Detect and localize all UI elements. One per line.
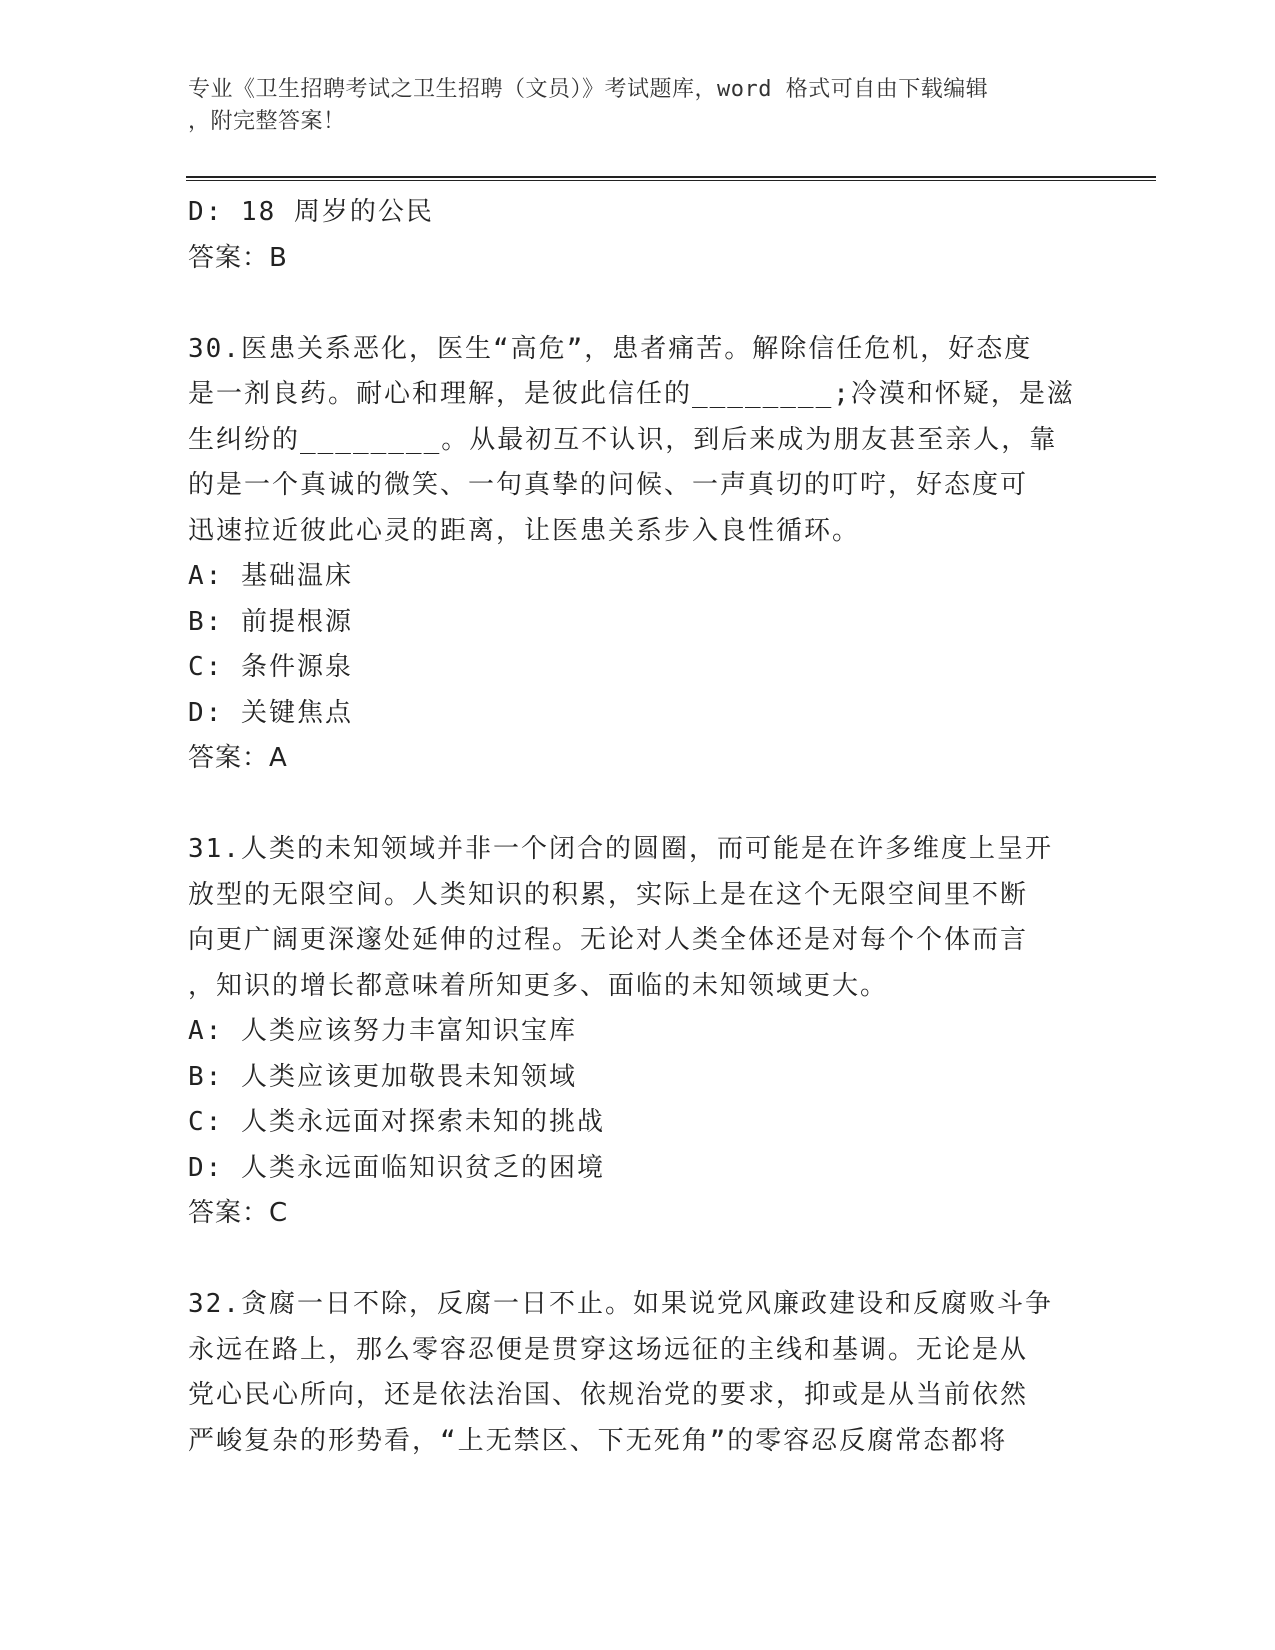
header-divider	[186, 176, 1156, 181]
question-30	[188, 327, 1088, 782]
spacer	[188, 782, 1088, 828]
q31-answer: 答案：C	[188, 1198, 289, 1228]
question-31	[188, 827, 1088, 1237]
header-line-1: 专业《卫生招聘考试之卫生招聘（文员）》考试题库，word 格式可自由下载编辑	[188, 77, 989, 102]
q32-stem-line: 党心民心所向，还是依法治国、依规治党的要求，抑或是从当前依然	[188, 1380, 1029, 1410]
q29-answer: 答案：B	[188, 242, 288, 273]
spacer	[188, 281, 1088, 327]
q30-stem-line: 生纠纷的________。从最初互不认识，到后来成为朋友甚至亲人，靠	[188, 424, 1058, 455]
q30-stem-line: 迅速拉近彼此心灵的距离，让医患关系步入良性循环。	[188, 515, 861, 546]
q32-stem-line: 32.贪腐一日不除，反腐一日不止。如果说党风廉政建设和反腐败斗争	[188, 1289, 1053, 1319]
q30-option-a: A: 基础温床	[188, 561, 353, 591]
q29-option-d: D: 18 周岁的公民	[188, 197, 434, 227]
spacer	[188, 1237, 1088, 1283]
q31-option-d: D: 人类永远面临知识贫乏的困境	[188, 1152, 605, 1183]
page-header	[188, 74, 1068, 138]
q30-stem-line: 是一剂良药。耐心和理解，是彼此信任的________;冷漠和怀疑，是滋	[188, 379, 1075, 409]
q31-stem-line: ，知识的增长都意味着所知更多、面临的未知领域更大。	[188, 970, 889, 1001]
question-32	[188, 1282, 1088, 1464]
q31-option-b: B: 人类应该更加敬畏未知领域	[188, 1061, 577, 1092]
q30-stem-line: 的是一个真诚的微笑、一句真挚的问候、一声真切的叮咛，好态度可	[188, 470, 1029, 500]
q31-stem-line: 放型的无限空间。人类知识的积累，实际上是在这个无限空间里不断	[188, 879, 1029, 910]
header-line-2: ，附完整答案！	[188, 109, 346, 134]
q30-option-b: B: 前提根源	[188, 606, 353, 637]
q30-option-c: C: 条件源泉	[188, 652, 353, 682]
q32-stem-line: 永远在路上，那么零容忍便是贯穿这场远征的主线和基调。无论是从	[188, 1334, 1029, 1365]
q30-answer: 答案：A	[188, 743, 288, 773]
q31-stem-line: 31.人类的未知领域并非一个闭合的圆圈，而可能是在许多维度上呈开	[188, 834, 1053, 864]
question-29-tail	[188, 190, 1088, 281]
q31-option-c: C: 人类永远面对探索未知的挑战	[188, 1107, 605, 1137]
exam-content	[188, 190, 1088, 1464]
q31-stem-line: 向更广阔更深邃处延伸的过程。无论对人类全体还是对每个个体而言	[188, 925, 1029, 955]
q32-stem-line: 严峻复杂的形势看，“上无禁区、下无死角”的零容忍反腐常态都将	[188, 1425, 1008, 1456]
q30-option-d: D: 关键焦点	[188, 697, 353, 728]
q31-option-a: A: 人类应该努力丰富知识宝库	[188, 1016, 577, 1046]
q30-stem-line: 30.医患关系恶化，医生“高危”，患者痛苦。解除信任危机，好态度	[188, 333, 1033, 364]
